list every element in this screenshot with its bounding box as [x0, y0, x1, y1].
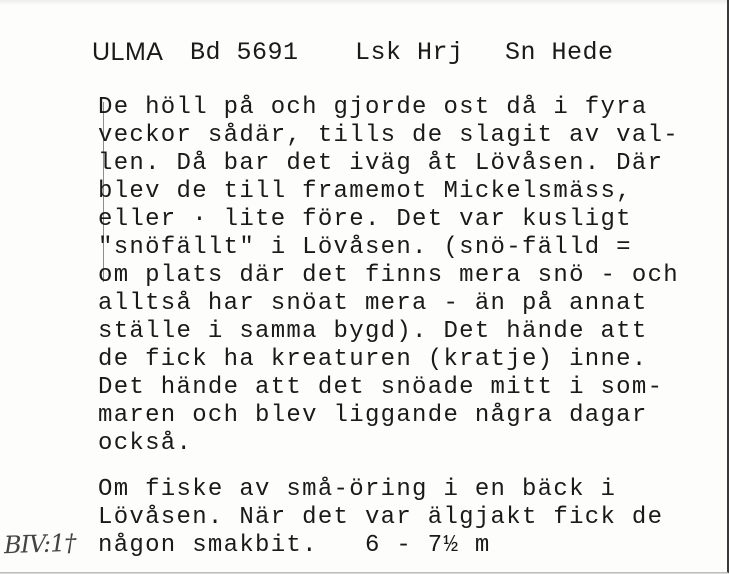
card-top-shade: [0, 0, 727, 5]
paragraph-gap: [98, 458, 679, 476]
record-code: Bd 5691: [190, 38, 299, 67]
text-line: De höll på och gjorde ost då i fyra: [98, 94, 648, 121]
archive-name: ULMA: [92, 38, 164, 66]
text-line: len. Då bar det iväg åt Lövåsen. Där: [98, 150, 664, 177]
text-line: alltså har snöat mera - än på annat: [98, 290, 648, 317]
text-line: också.: [98, 430, 193, 457]
text-line: blev de till framemot Mickelsmäss,: [98, 178, 632, 205]
handwritten-signum: BIV:1†: [3, 528, 76, 560]
province-code: Lsk Hrj: [355, 38, 464, 67]
text-line: eller · lite före. Det var kusligt: [98, 206, 632, 233]
text-line: de fick ha kreaturen (kratje) inne.: [98, 346, 648, 373]
text-line: ställe i samma bygd). Det hände att: [98, 318, 648, 345]
text-line: veckor sådär, tills de slagit av val-: [98, 122, 679, 149]
card-body-text: [98, 94, 679, 560]
text-line: om plats där det finns mera snö - och: [98, 262, 679, 289]
text-line: Lövåsen. När det var älgjakt fick de: [98, 504, 664, 531]
parish-code: Sn Hede: [505, 38, 614, 67]
text-line: Om fiske av små-öring i en bäck i: [98, 476, 617, 503]
text-line: Det hände att det snöade mitt i som-: [98, 374, 664, 401]
text-line: någon smakbit. 6 - 7½ m: [98, 532, 491, 559]
card-header: [0, 38, 727, 78]
text-line: maren och blev liggande några dagar: [98, 402, 648, 429]
text-line: "snöfällt" i Lövåsen. (snö-fälld =: [98, 234, 632, 261]
